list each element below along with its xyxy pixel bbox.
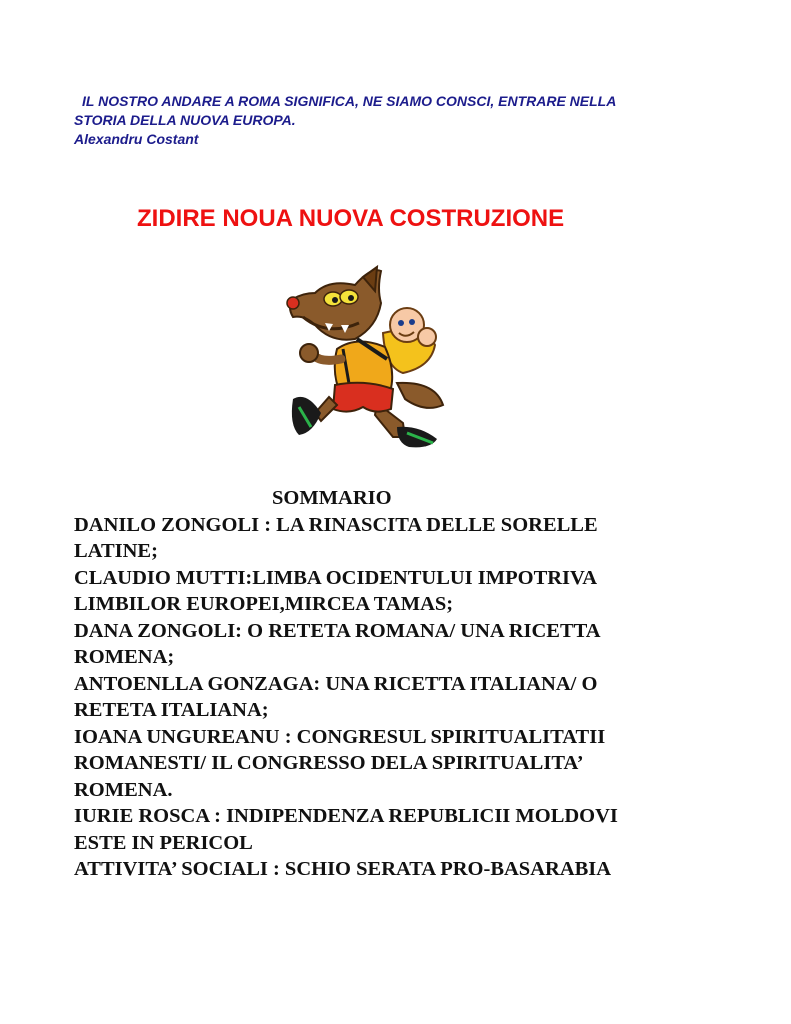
- toc-line: ANTOENLLA GONZAGA: UNA RICETTA ITALIANA/ O: [74, 672, 598, 695]
- page-title: ZIDIRE NOUA NUOVA COSTRUZIONE: [137, 205, 565, 232]
- toc-title: SOMMARIO: [272, 487, 392, 509]
- toc-line: ESTE IN PERICOL: [74, 831, 253, 854]
- table-of-contents: [74, 485, 714, 883]
- toc-line: RETETA ITALIANA;: [74, 699, 269, 721]
- wolf-carrying-baby-illustration: [285, 263, 445, 453]
- toc-line: ROMANESTI/ IL CONGRESSO DELA SPIRITUALITA’: [74, 752, 584, 774]
- toc-line: IOANA UNGUREANU : CONGRESUL SPIRITUALITATII: [74, 725, 606, 748]
- toc-line: DANILO ZONGOLI : LA RINASCITA DELLE SORELLE: [74, 513, 598, 536]
- quote-line-2: STORIA DELLA NUOVA EUROPA.: [74, 112, 296, 128]
- quote-line-1: IL NOSTRO ANDARE A ROMA SIGNIFICA, NE SIAMO CONSCI, ENTRARE NELLA: [82, 93, 617, 109]
- quote-author: Alexandru Costant: [74, 131, 199, 147]
- toc-line: CLAUDIO MUTTI:LIMBA OCIDENTULUI IMPOTRIVA: [74, 566, 598, 589]
- toc-line: ATTIVITA’ SOCIALI : SCHIO SERATA PRO-BASARABIA: [74, 858, 612, 880]
- toc-line: LATINE;: [74, 540, 158, 562]
- epigraph-quote: [74, 92, 714, 149]
- toc-line: DANA ZONGOLI: O RETETA ROMANA/ UNA RICETTA: [74, 619, 601, 642]
- toc-line: ROMENA;: [74, 646, 175, 668]
- toc-line: ROMENA.: [74, 778, 173, 801]
- toc-line: IURIE ROSCA : INDIPENDENZA REPUBLICII MOLDOVI: [74, 805, 618, 827]
- toc-line: LIMBILOR EUROPEI,MIRCEA TAMAS;: [74, 593, 454, 615]
